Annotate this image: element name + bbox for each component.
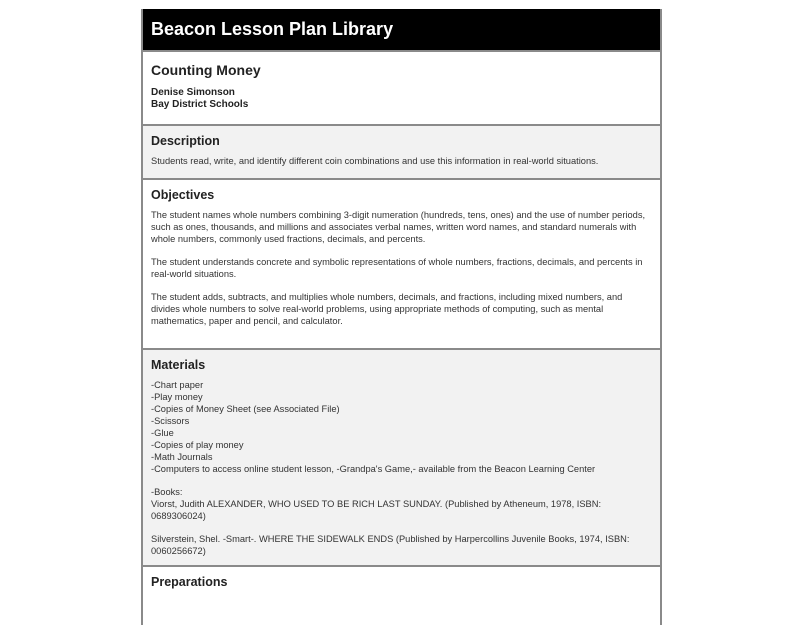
material-item: -Copies of play money: [151, 440, 244, 450]
library-banner: [143, 9, 660, 50]
objectives-section: [143, 178, 660, 348]
lesson-organization: Bay District Schools: [151, 99, 249, 110]
material-item: -Computers to access online student lesson, -Grandpa's Game,- available from the Beacon Learning Center: [151, 464, 596, 474]
objective-paragraph: The student understands concrete and symbolic representations of whole numbers, fractions, decimals, and percents in real-world situations.: [151, 257, 643, 279]
materials-heading: Materials: [151, 358, 206, 372]
lesson-title: Counting Money: [151, 62, 261, 78]
lesson-author: Denise Simonson: [151, 87, 235, 98]
material-item: -Math Journals: [151, 452, 213, 462]
lesson-plan-page: [141, 9, 662, 625]
materials-list: [151, 379, 652, 475]
objective-paragraph: The student adds, subtracts, and multiplies whole numbers, decimals, and fractions, including mixed numbers, and divides whole numbers to solve real-world problems, using appropriate methods of computing, such as mental mathematics, paper and pencil, and calculator.: [151, 292, 623, 326]
material-item: -Glue: [151, 428, 174, 438]
preparations-section: [143, 565, 660, 625]
material-item: -Chart paper: [151, 380, 204, 390]
material-item: -Play money: [151, 392, 203, 402]
preparations-heading: Preparations: [151, 575, 228, 589]
materials-section: [143, 348, 660, 565]
material-item: -Scissors: [151, 416, 190, 426]
objective-paragraph: The student names whole numbers combining 3-digit numeration (hundreds, tens, ones) and the use of number periods, such as ones, thousands, and millions and associates verbal names, written word names, and standard numerals with whole numbers, commonly used fractions, decimals, and percents.: [151, 210, 646, 244]
objectives-heading: Objectives: [151, 188, 215, 202]
description-text: Students read, write, and identify different coin combinations and use this information in real-world situations.: [151, 156, 599, 166]
description-heading: Description: [151, 134, 220, 148]
lesson-header-section: [143, 50, 660, 124]
material-item: -Copies of Money Sheet (see Associated File): [151, 404, 340, 414]
library-title: Beacon Lesson Plan Library: [151, 19, 394, 39]
book-citation: Viorst, Judith ALEXANDER, WHO USED TO BE RICH LAST SUNDAY. (Published by Atheneum, 1978, ISBN: 0689306024): [151, 499, 602, 521]
book-citation: Silverstein, Shel. -Smart-. WHERE THE SIDEWALK ENDS (Published by Harpercollins Juvenile Books, 1974, ISBN: 0060256672): [151, 534, 630, 556]
description-section: [143, 124, 660, 178]
books-label: -Books:: [151, 487, 183, 497]
